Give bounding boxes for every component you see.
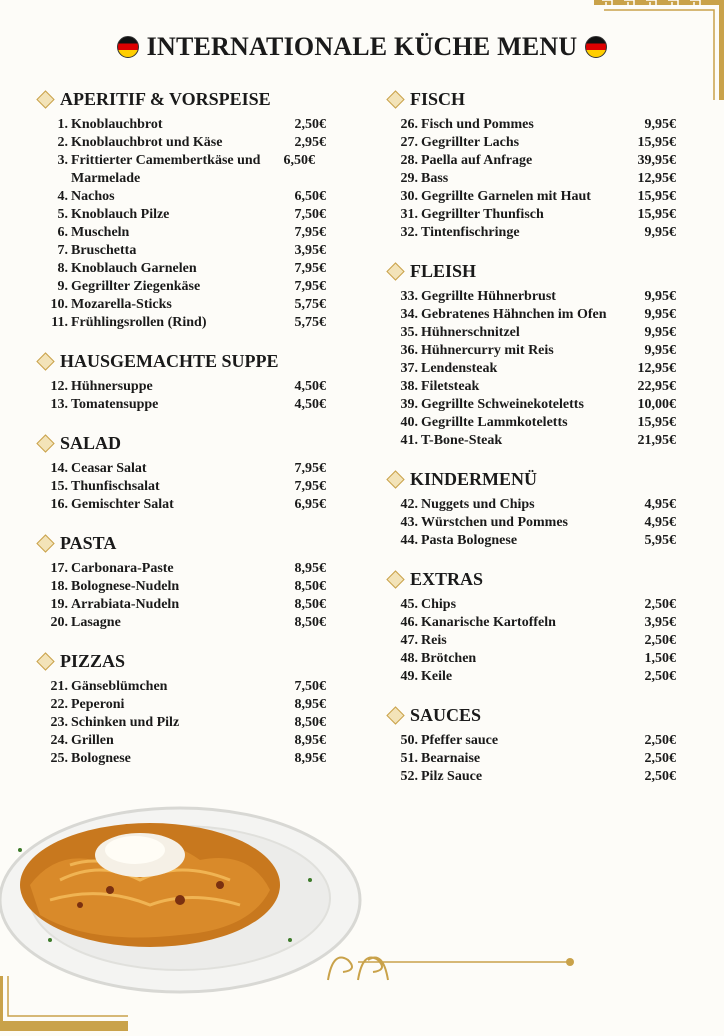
menu-item-name: Lasagne xyxy=(71,615,121,630)
menu-item-name: Chips xyxy=(421,597,457,612)
menu-item-num: 5. xyxy=(57,207,68,222)
menu-item xyxy=(386,360,676,378)
gold-diamond-icon xyxy=(386,90,404,108)
menu-item xyxy=(386,324,676,342)
menu-item-num: 32. xyxy=(400,225,418,240)
menu-section xyxy=(36,348,326,414)
menu-item xyxy=(36,378,326,396)
menu-item-name: Hühnersuppe xyxy=(71,379,153,394)
section-heading xyxy=(386,86,676,112)
menu-item-num: 39. xyxy=(400,397,418,412)
menu-item xyxy=(36,314,326,332)
menu-item-num: 4. xyxy=(57,189,68,204)
menu-item-price: 2,50€ xyxy=(294,117,326,132)
menu-item-num: 45. xyxy=(400,597,418,612)
menu-item-price: 2,95€ xyxy=(294,135,326,150)
menu-item-price: 4,50€ xyxy=(294,379,326,394)
menu-item-price: 39,95€ xyxy=(637,153,676,168)
menu-item xyxy=(386,134,676,152)
menu-item-num: 22. xyxy=(50,697,68,712)
greek-key-corner-ornament xyxy=(0,976,128,1036)
spaghetti-plate-image xyxy=(0,790,370,1000)
menu-item-price: 8,50€ xyxy=(294,615,326,630)
menu-item-num: 10. xyxy=(50,297,68,312)
menu-item-price: 7,95€ xyxy=(294,479,326,494)
menu-section xyxy=(36,648,326,768)
menu-title: INTERNATIONALE KÜCHE MENU xyxy=(146,32,578,61)
menu-item-name: Bearnaise xyxy=(421,751,481,766)
menu-item-name: Gänseblümchen xyxy=(71,679,168,694)
gold-diamond-icon xyxy=(36,534,54,552)
menu-section xyxy=(386,466,676,550)
menu-item xyxy=(386,170,676,188)
gold-diamond-icon xyxy=(36,652,54,670)
menu-item-price: 4,95€ xyxy=(644,497,676,512)
section-heading-label: PASTA xyxy=(60,532,117,553)
menu-item xyxy=(36,678,326,696)
menu-item-num: 29. xyxy=(400,171,418,186)
menu-item xyxy=(386,396,676,414)
section-heading-label: SALAD xyxy=(60,432,122,453)
menu-section xyxy=(386,258,676,450)
menu-item-price: 6,50€ xyxy=(294,189,326,204)
menu-item-name: Paella auf Anfrage xyxy=(421,153,533,168)
gold-diamond-icon xyxy=(386,262,404,280)
menu-item-price: 7,50€ xyxy=(294,207,326,222)
menu-item-price: 10,00€ xyxy=(637,397,676,412)
german-flag-icon xyxy=(117,36,139,58)
menu-item-price: 7,95€ xyxy=(294,225,326,240)
menu-item xyxy=(36,750,326,768)
menu-item-name: Pilz Sauce xyxy=(421,769,483,784)
menu-item xyxy=(36,116,326,134)
menu-item-num: 23. xyxy=(50,715,68,730)
menu-item xyxy=(36,560,326,578)
menu-item xyxy=(36,152,326,188)
menu-item-num: 8. xyxy=(57,261,68,276)
section-heading-label: FISCH xyxy=(410,88,466,109)
menu-item-name: Knoblauchbrot und Käse xyxy=(71,135,223,150)
menu-item-name: Gegrillte Hühnerbrust xyxy=(421,289,556,304)
menu-section xyxy=(36,430,326,514)
menu-item-num: 9. xyxy=(57,279,68,294)
menu-item-num: 44. xyxy=(400,533,418,548)
menu-item-num: 17. xyxy=(50,561,68,576)
menu-item-name: Gebratenes Hähnchen im Ofen xyxy=(421,307,607,322)
section-heading-label: HAUSGEMACHTE SUPPE xyxy=(60,350,279,371)
menu-item xyxy=(386,152,676,170)
menu-item-price: 8,95€ xyxy=(294,697,326,712)
menu-item-name: Gegrillter Thunfisch xyxy=(421,207,544,222)
menu-item xyxy=(386,188,676,206)
menu-item-num: 37. xyxy=(400,361,418,376)
menu-item-price: 9,95€ xyxy=(644,307,676,322)
menu-item xyxy=(386,414,676,432)
menu-item-name: Mozarella-Sticks xyxy=(71,297,172,312)
menu-item-num: 26. xyxy=(400,117,418,132)
menu-item xyxy=(36,596,326,614)
menu-item-num: 48. xyxy=(400,651,418,666)
menu-item-price: 2,50€ xyxy=(644,633,676,648)
section-heading-label: EXTRAS xyxy=(410,568,484,589)
menu-item-name: Filetsteak xyxy=(421,379,480,394)
section-heading xyxy=(386,702,676,728)
menu-item-name: Bolognese-Nudeln xyxy=(71,579,180,594)
menu-item-num: 33. xyxy=(400,289,418,304)
menu-item-num: 2. xyxy=(57,135,68,150)
menu-item xyxy=(386,116,676,134)
menu-item-name: Kanarische Kartoffeln xyxy=(421,615,556,630)
menu-item-price: 3,95€ xyxy=(294,243,326,258)
gold-scroll-ornament xyxy=(318,940,578,990)
menu-item-price: 1,50€ xyxy=(644,651,676,666)
menu-item-num: 30. xyxy=(400,189,418,204)
section-heading xyxy=(36,430,326,456)
menu-item-name: Gemischter Salat xyxy=(71,497,174,512)
menu-item xyxy=(386,432,676,450)
menu-item-name: Carbonara-Paste xyxy=(71,561,174,576)
menu-item-num: 18. xyxy=(50,579,68,594)
menu-item xyxy=(36,696,326,714)
menu-item-num: 50. xyxy=(400,733,418,748)
menu-item-name: Keile xyxy=(421,669,453,684)
menu-item-num: 6. xyxy=(57,225,68,240)
menu-section xyxy=(36,86,326,332)
menu-item xyxy=(36,614,326,632)
menu-item-price: 8,95€ xyxy=(294,733,326,748)
menu-item-price: 15,95€ xyxy=(637,189,676,204)
menu-item-price: 22,95€ xyxy=(637,379,676,394)
section-heading xyxy=(386,566,676,592)
menu-item xyxy=(36,732,326,750)
menu-section xyxy=(386,86,676,242)
menu-item-num: 7. xyxy=(57,243,68,258)
menu-item-num: 24. xyxy=(50,733,68,748)
menu-item-name: Gegrillte Lammkoteletts xyxy=(421,415,568,430)
menu-item-num: 47. xyxy=(400,633,418,648)
gold-diamond-icon xyxy=(36,434,54,452)
menu-item-price: 2,50€ xyxy=(644,751,676,766)
menu-title-row xyxy=(0,32,724,62)
menu-item-price: 6,95€ xyxy=(294,497,326,512)
menu-item-num: 46. xyxy=(400,615,418,630)
menu-item-price: 8,50€ xyxy=(294,597,326,612)
menu-item-name: Peperoni xyxy=(71,697,125,712)
gold-diamond-icon xyxy=(386,470,404,488)
menu-item xyxy=(386,650,676,668)
menu-item-price: 8,95€ xyxy=(294,751,326,766)
menu-item xyxy=(36,224,326,242)
menu-item-price: 9,95€ xyxy=(644,325,676,340)
menu-item-price: 4,50€ xyxy=(294,397,326,412)
menu-item-name: Würstchen und Pommes xyxy=(421,515,569,530)
menu-item xyxy=(36,396,326,414)
menu-item xyxy=(386,306,676,324)
menu-item xyxy=(386,632,676,650)
menu-item-price: 15,95€ xyxy=(637,135,676,150)
menu-item-num: 3. xyxy=(57,153,68,168)
menu-item-price: 12,95€ xyxy=(637,171,676,186)
menu-item-num: 12. xyxy=(50,379,68,394)
german-flag-icon xyxy=(585,36,607,58)
menu-item-price: 2,50€ xyxy=(644,597,676,612)
menu-item-num: 42. xyxy=(400,497,418,512)
menu-item-num: 27. xyxy=(400,135,418,150)
menu-item-name: Bruschetta xyxy=(71,243,137,258)
menu-item xyxy=(36,260,326,278)
menu-item-num: 15. xyxy=(50,479,68,494)
menu-item-num: 35. xyxy=(400,325,418,340)
menu-item-num: 38. xyxy=(400,379,418,394)
menu-item-name: Gegrillter Ziegenkäse xyxy=(71,279,201,294)
menu-item xyxy=(386,288,676,306)
menu-item-price: 9,95€ xyxy=(644,225,676,240)
section-heading-label: PIZZAS xyxy=(60,650,126,671)
menu-item-price: 5,95€ xyxy=(644,533,676,548)
menu-item-num: 34. xyxy=(400,307,418,322)
menu-item-price: 2,50€ xyxy=(644,669,676,684)
section-heading xyxy=(36,530,326,556)
menu-item xyxy=(386,532,676,550)
menu-item-name: Bass xyxy=(421,171,449,186)
menu-item-price: 2,50€ xyxy=(644,769,676,784)
gold-diamond-icon xyxy=(386,570,404,588)
menu-item-price: 6,50€ xyxy=(283,153,315,168)
menu-item xyxy=(386,668,676,686)
menu-item-price: 5,75€ xyxy=(294,315,326,330)
menu-item-name: Nuggets und Chips xyxy=(421,497,535,512)
menu-item-price: 15,95€ xyxy=(637,207,676,222)
menu-item-price: 5,75€ xyxy=(294,297,326,312)
menu-item xyxy=(36,206,326,224)
menu-item-price: 3,95€ xyxy=(644,615,676,630)
menu-item-name: Frittierter Camembertkäse und Marmelade xyxy=(71,153,261,186)
menu-item-price: 4,95€ xyxy=(644,515,676,530)
menu-item-num: 31. xyxy=(400,207,418,222)
menu-item-name: Muscheln xyxy=(71,225,130,240)
menu-item xyxy=(36,278,326,296)
right-column xyxy=(386,86,676,802)
menu-item-name: Grillen xyxy=(71,733,114,748)
menu-item-name: Frühlingsrollen (Rind) xyxy=(71,315,207,330)
menu-item-name: Gegrillte Garnelen mit Haut xyxy=(421,189,591,204)
menu-item-num: 40. xyxy=(400,415,418,430)
menu-item-name: Hühnerschnitzel xyxy=(421,325,520,340)
menu-item-num: 25. xyxy=(50,751,68,766)
menu-item-name: Arrabiata-Nudeln xyxy=(71,597,180,612)
menu-item-name: Lendensteak xyxy=(421,361,498,376)
menu-item-price: 7,95€ xyxy=(294,261,326,276)
menu-item-name: Tintenfischringe xyxy=(421,225,520,240)
menu-item xyxy=(386,768,676,786)
menu-item-price: 8,50€ xyxy=(294,579,326,594)
menu-section xyxy=(386,566,676,686)
menu-item-name: Pasta Bolognese xyxy=(421,533,518,548)
menu-item-name: Brötchen xyxy=(421,651,477,666)
section-heading-label: KINDERMENÜ xyxy=(410,468,538,489)
menu-item xyxy=(386,224,676,242)
section-heading xyxy=(36,86,326,112)
menu-item xyxy=(36,478,326,496)
menu-item-price: 12,95€ xyxy=(637,361,676,376)
menu-item-num: 49. xyxy=(400,669,418,684)
menu-item-num: 16. xyxy=(50,497,68,512)
menu-item-price: 7,50€ xyxy=(294,679,326,694)
menu-item-name: Knoblauch Garnelen xyxy=(71,261,197,276)
menu-item-num: 52. xyxy=(400,769,418,784)
menu-item-price: 9,95€ xyxy=(644,289,676,304)
menu-item xyxy=(386,614,676,632)
menu-item-name: Gegrillter Lachs xyxy=(421,135,520,150)
menu-item xyxy=(36,242,326,260)
menu-item xyxy=(386,750,676,768)
menu-item-price: 2,50€ xyxy=(644,733,676,748)
menu-item-name: Fisch und Pommes xyxy=(421,117,534,132)
menu-item-price: 9,95€ xyxy=(644,343,676,358)
section-heading-label: SAUCES xyxy=(410,704,482,725)
menu-item-name: Knoblauch Pilze xyxy=(71,207,170,222)
menu-item-name: Thunfischsalat xyxy=(71,479,160,494)
menu-item-num: 43. xyxy=(400,515,418,530)
menu-item xyxy=(36,578,326,596)
section-heading xyxy=(386,466,676,492)
section-heading-label: FLEISH xyxy=(410,260,477,281)
menu-item-num: 51. xyxy=(400,751,418,766)
menu-item-price: 7,95€ xyxy=(294,279,326,294)
menu-item-name: Bolognese xyxy=(71,751,131,766)
left-column xyxy=(36,86,326,784)
menu-item xyxy=(386,206,676,224)
menu-item-num: 13. xyxy=(50,397,68,412)
menu-item-num: 1. xyxy=(57,117,68,132)
menu-item-name: Knoblauchbrot xyxy=(71,117,163,132)
menu-item xyxy=(36,460,326,478)
menu-item-price: 8,50€ xyxy=(294,715,326,730)
menu-section xyxy=(386,702,676,786)
menu-item-name: Tomatensuppe xyxy=(71,397,159,412)
menu-item-num: 21. xyxy=(50,679,68,694)
menu-item xyxy=(386,596,676,614)
section-heading-label: APERITIF & VORSPEISE xyxy=(60,88,271,109)
menu-item-name: Gegrillte Schweinekoteletts xyxy=(421,397,584,412)
menu-item xyxy=(36,188,326,206)
gold-diamond-icon xyxy=(36,352,54,370)
menu-item-num: 28. xyxy=(400,153,418,168)
menu-item-name: Pfeffer sauce xyxy=(421,733,499,748)
section-heading xyxy=(36,348,326,374)
menu-item-price: 15,95€ xyxy=(637,415,676,430)
section-heading xyxy=(386,258,676,284)
menu-item xyxy=(386,342,676,360)
menu-item xyxy=(36,496,326,514)
menu-item-name: Ceasar Salat xyxy=(71,461,147,476)
menu-item xyxy=(386,514,676,532)
menu-item xyxy=(36,714,326,732)
menu-item-name: T-Bone-Steak xyxy=(421,433,503,448)
menu-item xyxy=(36,296,326,314)
menu-item-price: 7,95€ xyxy=(294,461,326,476)
menu-item-price: 21,95€ xyxy=(637,433,676,448)
menu-item xyxy=(386,378,676,396)
menu-item xyxy=(386,732,676,750)
menu-item xyxy=(386,496,676,514)
gold-diamond-icon xyxy=(36,90,54,108)
menu-item-num: 41. xyxy=(400,433,418,448)
menu-item-num: 36. xyxy=(400,343,418,358)
menu-item-name: Schinken und Pilz xyxy=(71,715,180,730)
menu-item-name: Reis xyxy=(421,633,447,648)
menu-item-price: 9,95€ xyxy=(644,117,676,132)
menu-item-num: 11. xyxy=(51,315,68,330)
menu-item-num: 20. xyxy=(50,615,68,630)
menu-item-num: 14. xyxy=(50,461,68,476)
gold-diamond-icon xyxy=(386,706,404,724)
menu-item-name: Nachos xyxy=(71,189,115,204)
menu-section xyxy=(36,530,326,632)
section-heading xyxy=(36,648,326,674)
menu-item-num: 19. xyxy=(50,597,68,612)
menu-item-name: Hühnercurry mit Reis xyxy=(421,343,554,358)
menu-item-price: 8,95€ xyxy=(294,561,326,576)
menu-item xyxy=(36,134,326,152)
